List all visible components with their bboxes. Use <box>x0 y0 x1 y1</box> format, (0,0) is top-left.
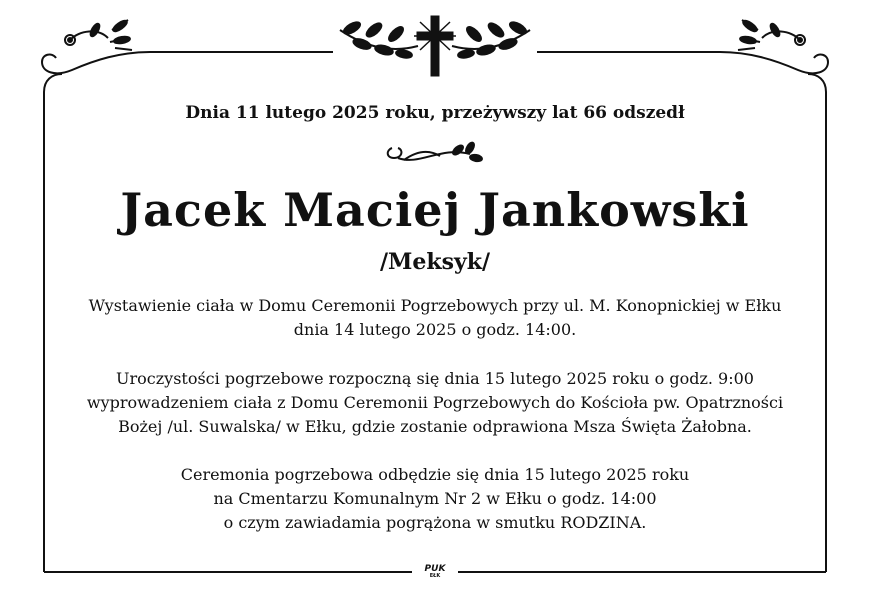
death-headline: Dnia 11 lutego 2025 roku, przeżywszy lat 66 odszedł <box>185 103 685 123</box>
corner-scroll-icon <box>720 19 828 92</box>
ceremony-paragraph-line: Uroczystości pogrzebowe rozpoczną się dnia 15 lutego 2025 roku o godz. 9:00 <box>116 369 754 388</box>
corner-scroll-icon <box>42 19 150 92</box>
logo-main-text: PUK <box>424 564 446 574</box>
flourish-icon <box>388 141 483 162</box>
viewing-paragraph-line: dnia 14 lutego 2025 o godz. 14:00. <box>293 320 577 339</box>
ceremony-paragraph-line: wyprowadzeniem ciała z Domu Ceremonii Pogrzebowych do Kościoła pw. Opatrzności <box>86 393 784 412</box>
deceased-name: Jacek Maciej Jankowski <box>120 183 750 237</box>
burial-paragraph-line: Ceremonia pogrzebowa odbędzie się dnia 15 lutego 2025 roku <box>180 465 690 484</box>
viewing-paragraph-line: Wystawienie ciała w Domu Ceremonii Pogrzebowych przy ul. M. Konopnickiej w Ełku <box>88 296 782 315</box>
logo-sub-text: EŁK <box>429 573 441 579</box>
company-logo <box>420 565 450 579</box>
laurel-left-icon <box>340 20 418 59</box>
burial-paragraph-line: na Cmentarzu Komunalnym Nr 2 w Ełku o godz. 14:00 <box>213 489 657 508</box>
burial-paragraph-line: o czym zawiadamia pogrążona w smutku RODZINA. <box>223 513 647 532</box>
deceased-nickname: /Meksyk/ <box>379 249 491 275</box>
ceremony-paragraph-line: Bożej /ul. Suwalska/ w Ełku, gdzie zostanie odprawiona Msza Święta Żałobna. <box>118 417 752 436</box>
laurel-right-icon <box>452 20 530 59</box>
cross-icon <box>414 16 456 76</box>
